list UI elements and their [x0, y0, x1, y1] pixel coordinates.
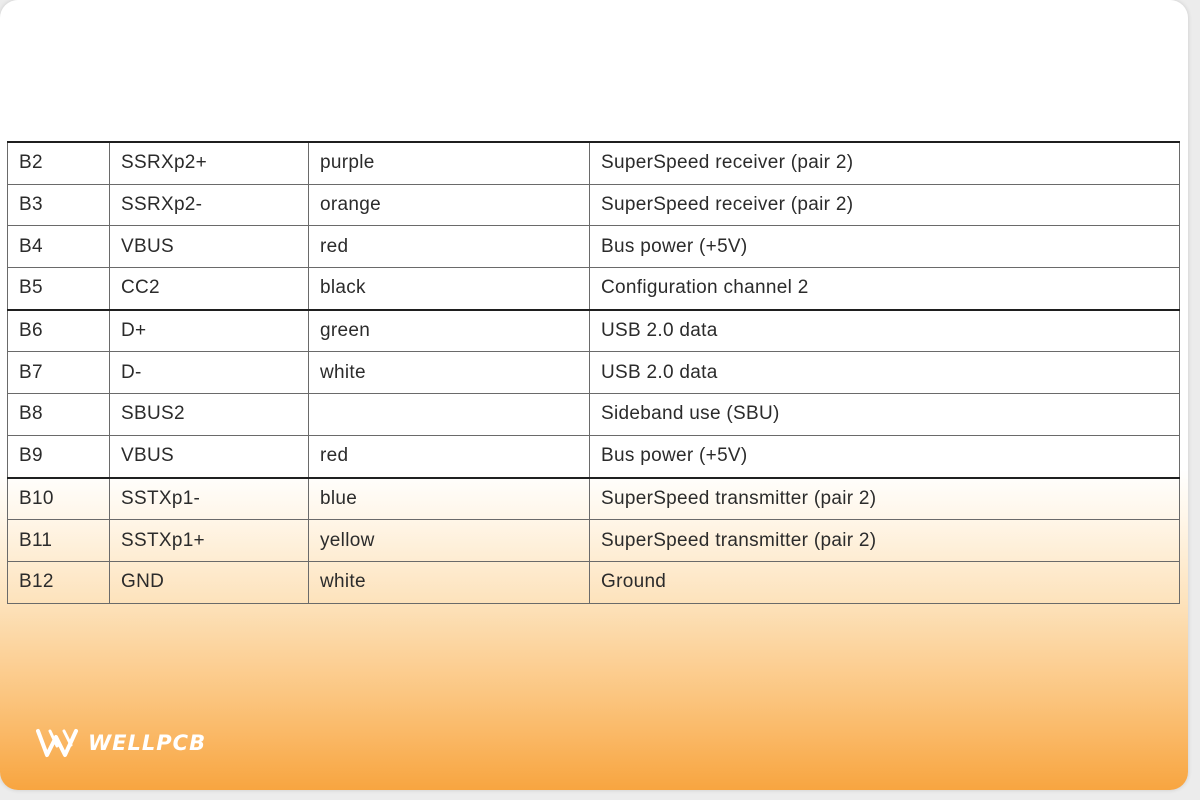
signal-cell: VBUS — [110, 226, 309, 268]
wire-color-cell: green — [309, 310, 590, 352]
signal-cell: SSRXp2- — [110, 184, 309, 226]
signal-cell: SBUS2 — [110, 394, 309, 436]
table-row — [8, 226, 1180, 268]
description-cell: SuperSpeed receiver (pair 2) — [590, 142, 1180, 184]
table-row — [8, 310, 1180, 352]
description-cell: USB 2.0 data — [590, 352, 1180, 394]
pin-cell: B5 — [8, 268, 110, 310]
pin-cell: B12 — [8, 561, 110, 603]
description-cell: Sideband use (SBU) — [590, 394, 1180, 436]
signal-cell: SSTXp1- — [110, 478, 309, 520]
wire-color-cell — [309, 394, 590, 436]
wire-color-cell: white — [309, 561, 590, 603]
wire-color-cell: orange — [309, 184, 590, 226]
signal-cell: SSTXp1+ — [110, 520, 309, 562]
pinout-table — [7, 141, 1180, 604]
description-cell: Bus power (+5V) — [590, 226, 1180, 268]
table-row — [8, 561, 1180, 603]
description-cell: SuperSpeed transmitter (pair 2) — [590, 478, 1180, 520]
pin-cell: B2 — [8, 142, 110, 184]
signal-cell: D+ — [110, 310, 309, 352]
description-cell: Configuration channel 2 — [590, 268, 1180, 310]
pin-cell: B11 — [8, 520, 110, 562]
wellpcb-logo — [36, 728, 206, 758]
wire-color-cell: yellow — [309, 520, 590, 562]
table-row — [8, 184, 1180, 226]
pin-cell: B3 — [8, 184, 110, 226]
wire-color-cell: purple — [309, 142, 590, 184]
wire-color-cell: black — [309, 268, 590, 310]
signal-cell: D- — [110, 352, 309, 394]
description-cell: USB 2.0 data — [590, 310, 1180, 352]
pin-cell: B10 — [8, 478, 110, 520]
signal-cell: GND — [110, 561, 309, 603]
wire-color-cell: white — [309, 352, 590, 394]
wire-color-cell: blue — [309, 478, 590, 520]
table-row — [8, 142, 1180, 184]
signal-cell: SSRXp2+ — [110, 142, 309, 184]
table-row — [8, 435, 1180, 477]
description-cell: SuperSpeed transmitter (pair 2) — [590, 520, 1180, 562]
pin-cell: B8 — [8, 394, 110, 436]
signal-cell: CC2 — [110, 268, 309, 310]
description-cell: Ground — [590, 561, 1180, 603]
table-row — [8, 394, 1180, 436]
pin-cell: B6 — [8, 310, 110, 352]
pin-cell: B7 — [8, 352, 110, 394]
table-row — [8, 268, 1180, 310]
wellpcb-w-logo-icon — [36, 728, 82, 758]
wire-color-cell: red — [309, 435, 590, 477]
table-row — [8, 478, 1180, 520]
table-row — [8, 352, 1180, 394]
table-row — [8, 520, 1180, 562]
signal-cell: VBUS — [110, 435, 309, 477]
pin-cell: B9 — [8, 435, 110, 477]
wire-color-cell: red — [309, 226, 590, 268]
description-cell: Bus power (+5V) — [590, 435, 1180, 477]
logo-wordmark: WELLPCB — [88, 731, 207, 755]
pin-cell: B4 — [8, 226, 110, 268]
description-cell: SuperSpeed receiver (pair 2) — [590, 184, 1180, 226]
